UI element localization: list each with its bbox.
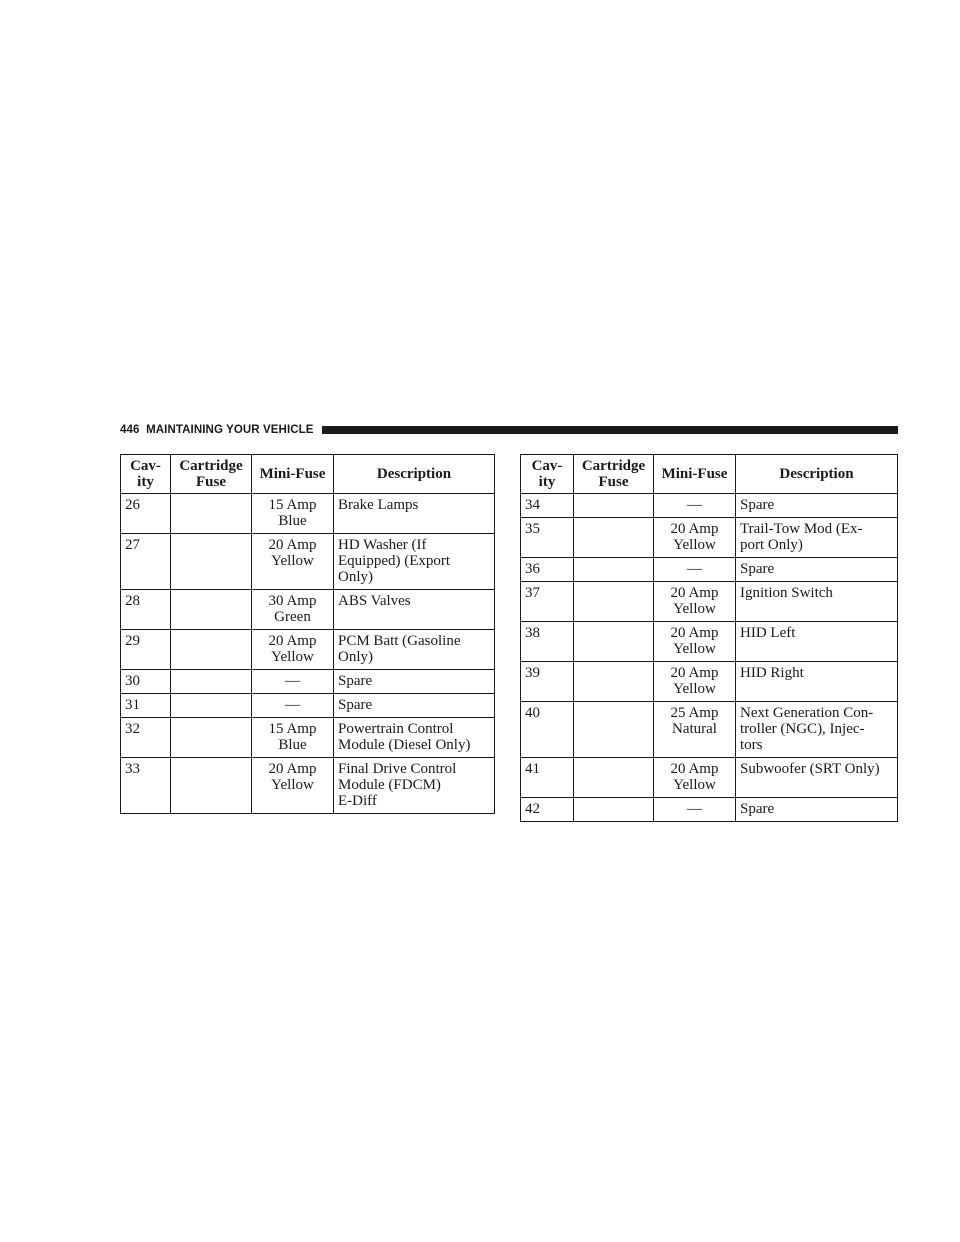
description-cell: Spare [334, 694, 495, 718]
mini-fuse-cell: 20 Amp Yellow [252, 534, 334, 590]
table-row [121, 590, 495, 630]
col-header-mini-fuse: Mini-Fuse [654, 455, 736, 494]
fuse-table-right [520, 454, 898, 822]
mini-fuse-cell: — [654, 798, 736, 822]
cavity-cell: 32 [121, 718, 171, 758]
description-cell: Trail-Tow Mod (Ex- port Only) [736, 518, 898, 558]
description-cell: Brake Lamps [334, 494, 495, 534]
cavity-cell: 42 [521, 798, 574, 822]
cartridge-fuse-cell [171, 758, 252, 814]
header-rule [322, 426, 898, 434]
section-title: MAINTAINING YOUR VEHICLE [146, 424, 314, 436]
table-row [521, 798, 898, 822]
cavity-cell: 33 [121, 758, 171, 814]
description-cell: Final Drive Control Module (FDCM) E-Diff [334, 758, 495, 814]
description-cell: Powertrain Control Module (Diesel Only) [334, 718, 495, 758]
mini-fuse-cell: — [252, 694, 334, 718]
table-row [521, 758, 898, 798]
mini-fuse-cell: 15 Amp Blue [252, 494, 334, 534]
table-row [121, 718, 495, 758]
col-header-mini-fuse: Mini-Fuse [252, 455, 334, 494]
cartridge-fuse-cell [171, 718, 252, 758]
mini-fuse-cell: 20 Amp Yellow [654, 662, 736, 702]
table-row [521, 558, 898, 582]
mini-fuse-cell: 15 Amp Blue [252, 718, 334, 758]
table-row [121, 694, 495, 718]
col-header-cartridge-fuse: Cartridge Fuse [574, 455, 654, 494]
cavity-cell: 35 [521, 518, 574, 558]
cavity-cell: 36 [521, 558, 574, 582]
cavity-cell: 39 [521, 662, 574, 702]
description-cell: Next Generation Con- troller (NGC), Injec- tors [736, 702, 898, 758]
description-cell: Spare [736, 558, 898, 582]
cavity-cell: 27 [121, 534, 171, 590]
table-row [121, 630, 495, 670]
mini-fuse-cell: 20 Amp Yellow [654, 518, 736, 558]
cartridge-fuse-cell [574, 582, 654, 622]
description-cell: HID Left [736, 622, 898, 662]
table-row [521, 518, 898, 558]
cavity-cell: 26 [121, 494, 171, 534]
cavity-cell: 30 [121, 670, 171, 694]
cartridge-fuse-cell [171, 694, 252, 718]
mini-fuse-cell: 20 Amp Yellow [654, 758, 736, 798]
cartridge-fuse-cell [574, 758, 654, 798]
mini-fuse-cell: 30 Amp Green [252, 590, 334, 630]
cartridge-fuse-cell [171, 670, 252, 694]
table-row [121, 494, 495, 534]
fuse-table-left [120, 454, 495, 814]
cavity-cell: 29 [121, 630, 171, 670]
table-row [121, 534, 495, 590]
cartridge-fuse-cell [574, 662, 654, 702]
page-header-text [120, 424, 314, 436]
description-cell: Spare [736, 798, 898, 822]
description-cell: HD Washer (If Equipped) (Export Only) [334, 534, 495, 590]
table-header-row [521, 455, 898, 494]
cavity-cell: 28 [121, 590, 171, 630]
cartridge-fuse-cell [574, 622, 654, 662]
fuse-table-right-body [521, 494, 898, 822]
fuse-table-left-body [121, 494, 495, 814]
cartridge-fuse-cell [574, 798, 654, 822]
cavity-cell: 41 [521, 758, 574, 798]
cavity-cell: 31 [121, 694, 171, 718]
description-cell: Ignition Switch [736, 582, 898, 622]
cavity-cell: 34 [521, 494, 574, 518]
table-row [121, 758, 495, 814]
description-cell: Subwoofer (SRT Only) [736, 758, 898, 798]
description-cell: Spare [736, 494, 898, 518]
mini-fuse-cell: — [654, 558, 736, 582]
mini-fuse-cell: 20 Amp Yellow [252, 758, 334, 814]
mini-fuse-cell: 25 Amp Natural [654, 702, 736, 758]
cavity-cell: 37 [521, 582, 574, 622]
cartridge-fuse-cell [171, 494, 252, 534]
table-row [521, 662, 898, 702]
table-row [521, 582, 898, 622]
col-header-description: Description [736, 455, 898, 494]
mini-fuse-cell: 20 Amp Yellow [654, 582, 736, 622]
table-row [121, 670, 495, 694]
col-header-cartridge-fuse: Cartridge Fuse [171, 455, 252, 494]
col-header-cavity: Cav- ity [521, 455, 574, 494]
page-header [120, 422, 898, 438]
cavity-cell: 38 [521, 622, 574, 662]
description-cell: PCM Batt (Gasoline Only) [334, 630, 495, 670]
description-cell: ABS Valves [334, 590, 495, 630]
description-cell: HID Right [736, 662, 898, 702]
cartridge-fuse-cell [574, 558, 654, 582]
mini-fuse-cell: 20 Amp Yellow [654, 622, 736, 662]
table-header-row [121, 455, 495, 494]
page-number: 446 [120, 424, 140, 436]
mini-fuse-cell: 20 Amp Yellow [252, 630, 334, 670]
table-row [521, 622, 898, 662]
col-header-description: Description [334, 455, 495, 494]
cartridge-fuse-cell [171, 534, 252, 590]
col-header-cavity: Cav- ity [121, 455, 171, 494]
cartridge-fuse-cell [171, 630, 252, 670]
cartridge-fuse-cell [574, 702, 654, 758]
mini-fuse-cell: — [654, 494, 736, 518]
cartridge-fuse-cell [171, 590, 252, 630]
mini-fuse-cell: — [252, 670, 334, 694]
description-cell: Spare [334, 670, 495, 694]
table-row [521, 494, 898, 518]
cartridge-fuse-cell [574, 518, 654, 558]
table-row [521, 702, 898, 758]
cartridge-fuse-cell [574, 494, 654, 518]
cavity-cell: 40 [521, 702, 574, 758]
